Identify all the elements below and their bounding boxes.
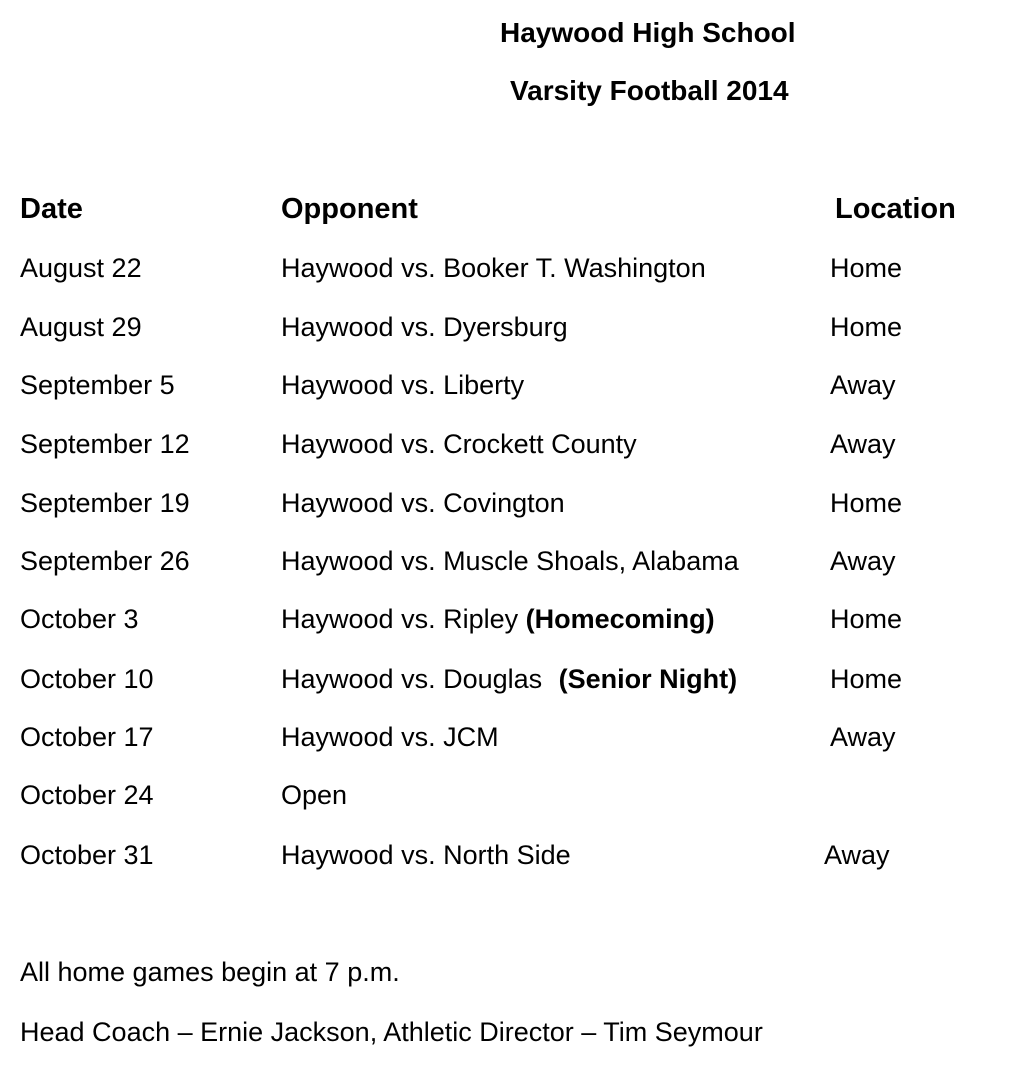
game-location: Home [830, 312, 903, 342]
game-opponent: Open [281, 780, 348, 810]
game-opponent: Haywood vs. Covington [281, 488, 565, 518]
game-location: Away [830, 722, 896, 752]
column-header-location: Location [835, 193, 956, 225]
table-row [0, 546, 1014, 586]
schedule-subtitle: Varsity Football 2014 [510, 75, 789, 106]
game-location: Away [830, 546, 896, 576]
school-name: Haywood High School [500, 17, 796, 48]
game-location: Away [830, 370, 896, 400]
game-opponent: Haywood vs. Liberty [281, 370, 525, 400]
column-header-date: Date [20, 193, 83, 225]
game-location: Home [830, 488, 903, 518]
table-row [0, 429, 1014, 469]
game-location: Home [830, 604, 903, 634]
game-opponent: Haywood vs. Dyersburg [281, 312, 568, 342]
game-opponent: Haywood vs. Muscle Shoals, Alabama [281, 546, 739, 576]
game-date: September 5 [20, 370, 175, 400]
game-opponent-cell [281, 604, 715, 635]
table-row [0, 664, 1014, 704]
game-location: Away [830, 429, 896, 459]
game-opponent: Haywood vs. Ripley [281, 604, 519, 634]
game-opponent: Haywood vs. North Side [281, 840, 571, 870]
game-date: October 10 [20, 664, 154, 694]
game-opponent-cell [281, 664, 737, 695]
table-row [0, 488, 1014, 528]
table-row [0, 604, 1014, 644]
game-opponent: Haywood vs. Douglas [281, 664, 543, 694]
game-date: August 22 [20, 253, 142, 283]
game-date: October 3 [20, 604, 139, 634]
game-date: October 17 [20, 722, 154, 752]
game-date: September 26 [20, 546, 190, 576]
game-date: September 19 [20, 488, 190, 518]
table-row [0, 840, 1014, 880]
table-row [0, 312, 1014, 352]
table-row [0, 722, 1014, 762]
game-opponent: Haywood vs. JCM [281, 722, 499, 752]
game-date: October 31 [20, 840, 154, 870]
game-note: (Senior Night) [558, 664, 738, 694]
game-date: August 29 [20, 312, 142, 342]
game-date: September 12 [20, 429, 190, 459]
game-location: Home [830, 253, 903, 283]
game-location: Home [830, 664, 903, 694]
table-row [0, 780, 1014, 820]
table-row [0, 253, 1014, 293]
game-note: (Homecoming) [525, 604, 715, 634]
column-header-opponent: Opponent [281, 193, 418, 225]
home-game-time-note: All home games begin at 7 p.m. [20, 957, 400, 987]
table-row [0, 370, 1014, 410]
game-opponent: Haywood vs. Crockett County [281, 429, 637, 459]
game-opponent: Haywood vs. Booker T. Washington [281, 253, 706, 283]
game-date: October 24 [20, 780, 154, 810]
staff-credits: Head Coach – Ernie Jackson, Athletic Director – Tim Seymour [20, 1017, 763, 1047]
game-location: Away [824, 840, 890, 870]
